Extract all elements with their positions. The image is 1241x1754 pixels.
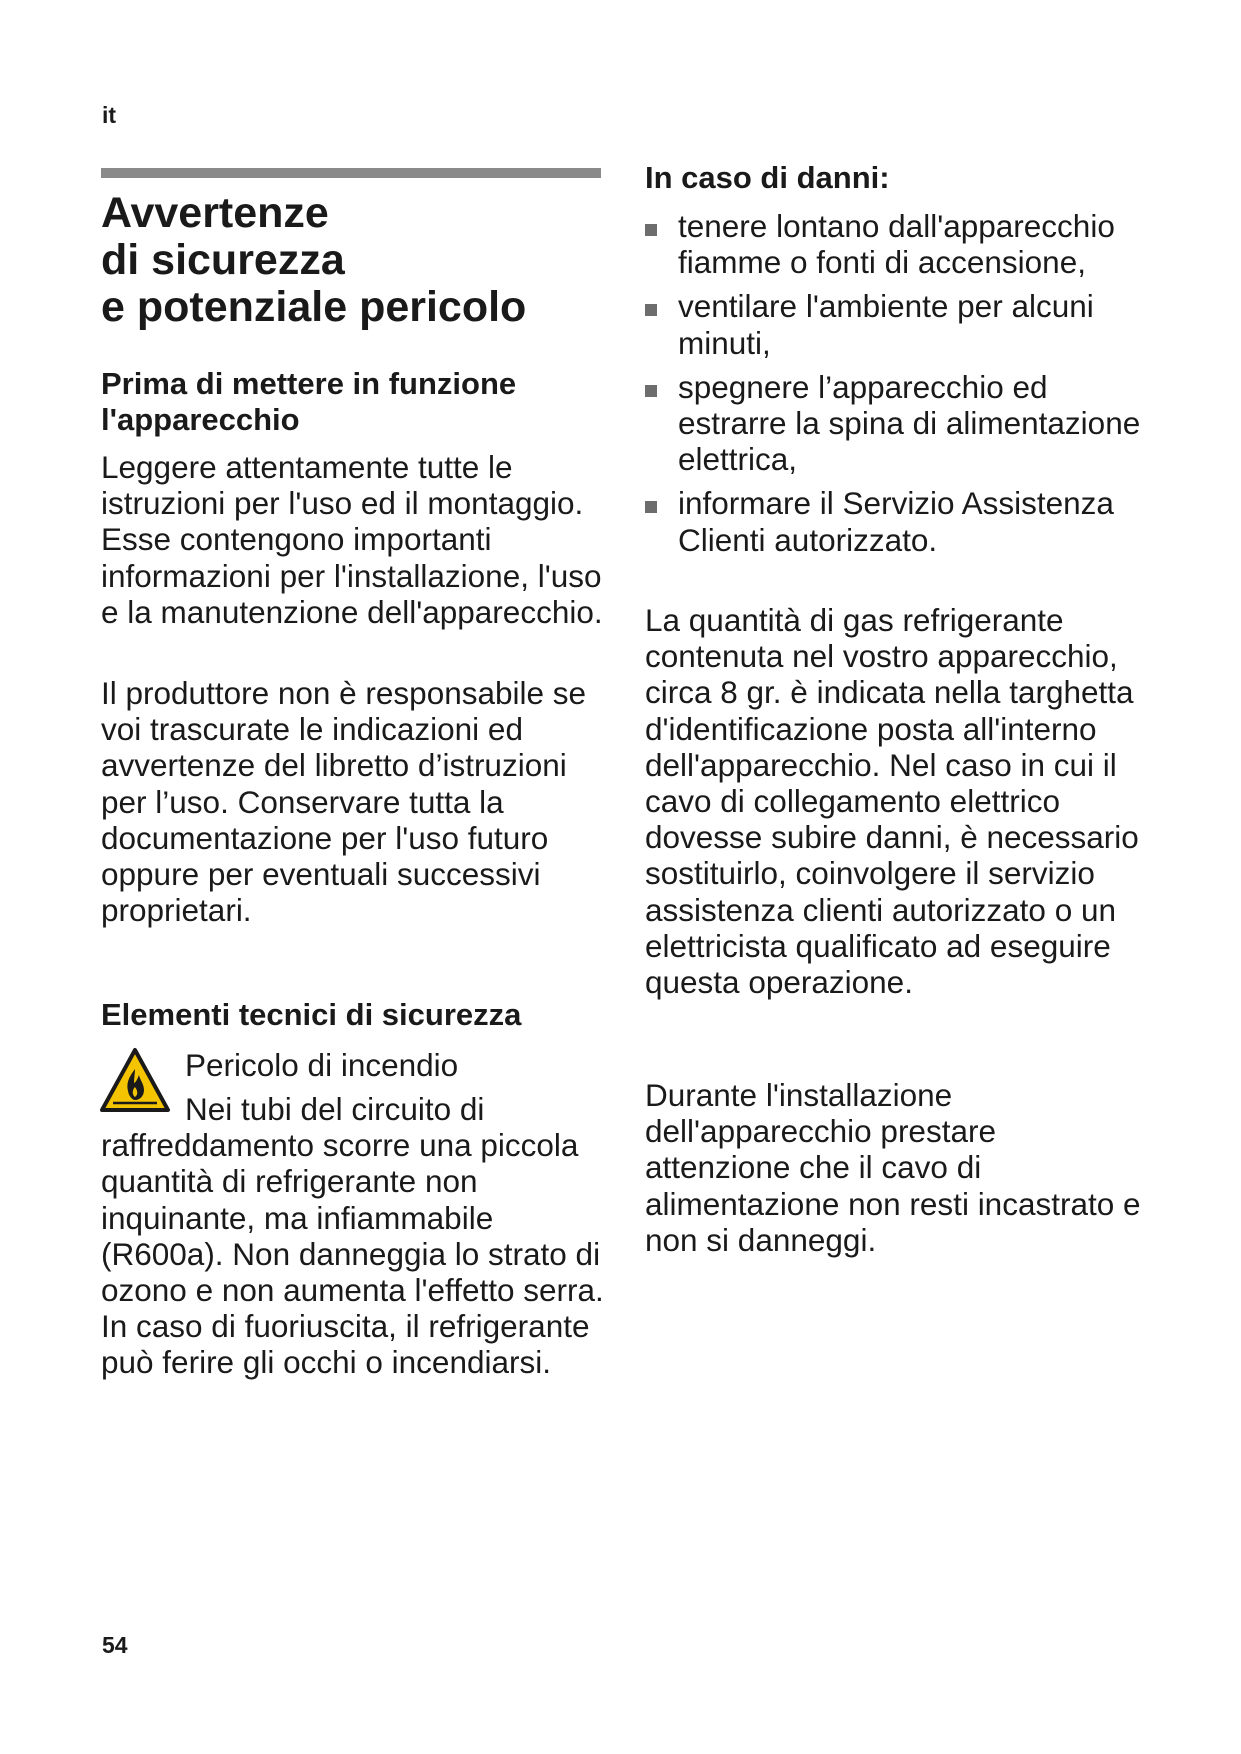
paragraph-manufacturer-liability: Il produttore non è responsabile se voi trascurate le indicazioni ed avvertenze del libretto d’istruzioni per l’uso. Conservare tutta la documentazione per l'uso futuro oppure per eventuali successivi proprietari. — [101, 675, 587, 929]
paragraph-refrigerant-quantity: La quantità di gas refrigerante contenuta nel vostro apparecchio, circa 8 gr. è indicata nella targhetta d'identificazione posta all'interno dell'apparecchio. Nel caso in cui il cavo di collegamento elettrico dovesse subire danni, è necessario sostituirlo, coinvolgere il servizio assistenza clienti autorizzato o un elettricista qualificato ad eseguire questa operazione. — [645, 602, 1139, 1001]
square-bullet-icon — [645, 385, 657, 397]
list-item-text: spegnere l’apparecchio ed estrarre la spina di alimentazione elettrica, — [678, 368, 1141, 478]
section-heading-safety-elements: Elementi tecnici di sicurezza — [101, 997, 522, 1032]
warning-title — [185, 1047, 458, 1083]
warning-title-text: Pericolo di incendio — [185, 1047, 459, 1083]
section-divider — [101, 168, 601, 178]
square-bullet-icon — [645, 304, 657, 316]
list-item-text: tenere lontano dall'apparecchio fiamme o fonti di accensione, — [678, 208, 1115, 281]
title-line-3: e potenziale pericolo — [101, 283, 527, 331]
square-bullet-icon — [645, 501, 657, 513]
list-item — [645, 485, 1145, 557]
damage-heading: In caso di danni: — [645, 160, 890, 195]
paragraph-read-instructions: Leggere attentamente tutte le istruzioni per l'uso ed il montaggio. Esse contengono importanti informazioni per l'installazione, l'uso e la manutenzione dell'apparecchio. — [101, 449, 603, 630]
square-bullet-icon — [645, 224, 657, 236]
list-item — [645, 369, 1145, 478]
list-item — [645, 288, 1145, 360]
list-item — [645, 208, 1145, 280]
list-item-text: ventilare l'ambiente per alcuni minuti, — [678, 288, 1094, 361]
page-number: 54 — [102, 1632, 128, 1658]
warning-text: Nei tubi del circuito di raffreddamento scorre una piccola quantità di refrigerante non inquinante, ma infiammabile (R600a). Non danneggia lo strato di ozono e non aumenta l'effetto serra. In caso di fuoriuscita, il refrigerante può ferire gli occhi o incendiarsi. — [101, 1091, 604, 1381]
paragraph-installation-cable: Durante l'installazione dell'apparecchio prestare attenzione che il cavo di alimentazione non resti incastrato e non si danneggi. — [645, 1077, 1141, 1258]
title-line-2: di sicurezza — [101, 236, 345, 284]
title-line-1: Avvertenze — [101, 189, 329, 237]
language-label: it — [102, 102, 117, 128]
damage-instructions-list — [645, 208, 1145, 566]
section-heading-before-use: Prima di mettere in funzione l'apparecchio — [101, 366, 517, 437]
page-title — [101, 190, 526, 331]
list-item-text: informare il Servizio Assistenza Clienti autorizzato. — [678, 485, 1114, 558]
